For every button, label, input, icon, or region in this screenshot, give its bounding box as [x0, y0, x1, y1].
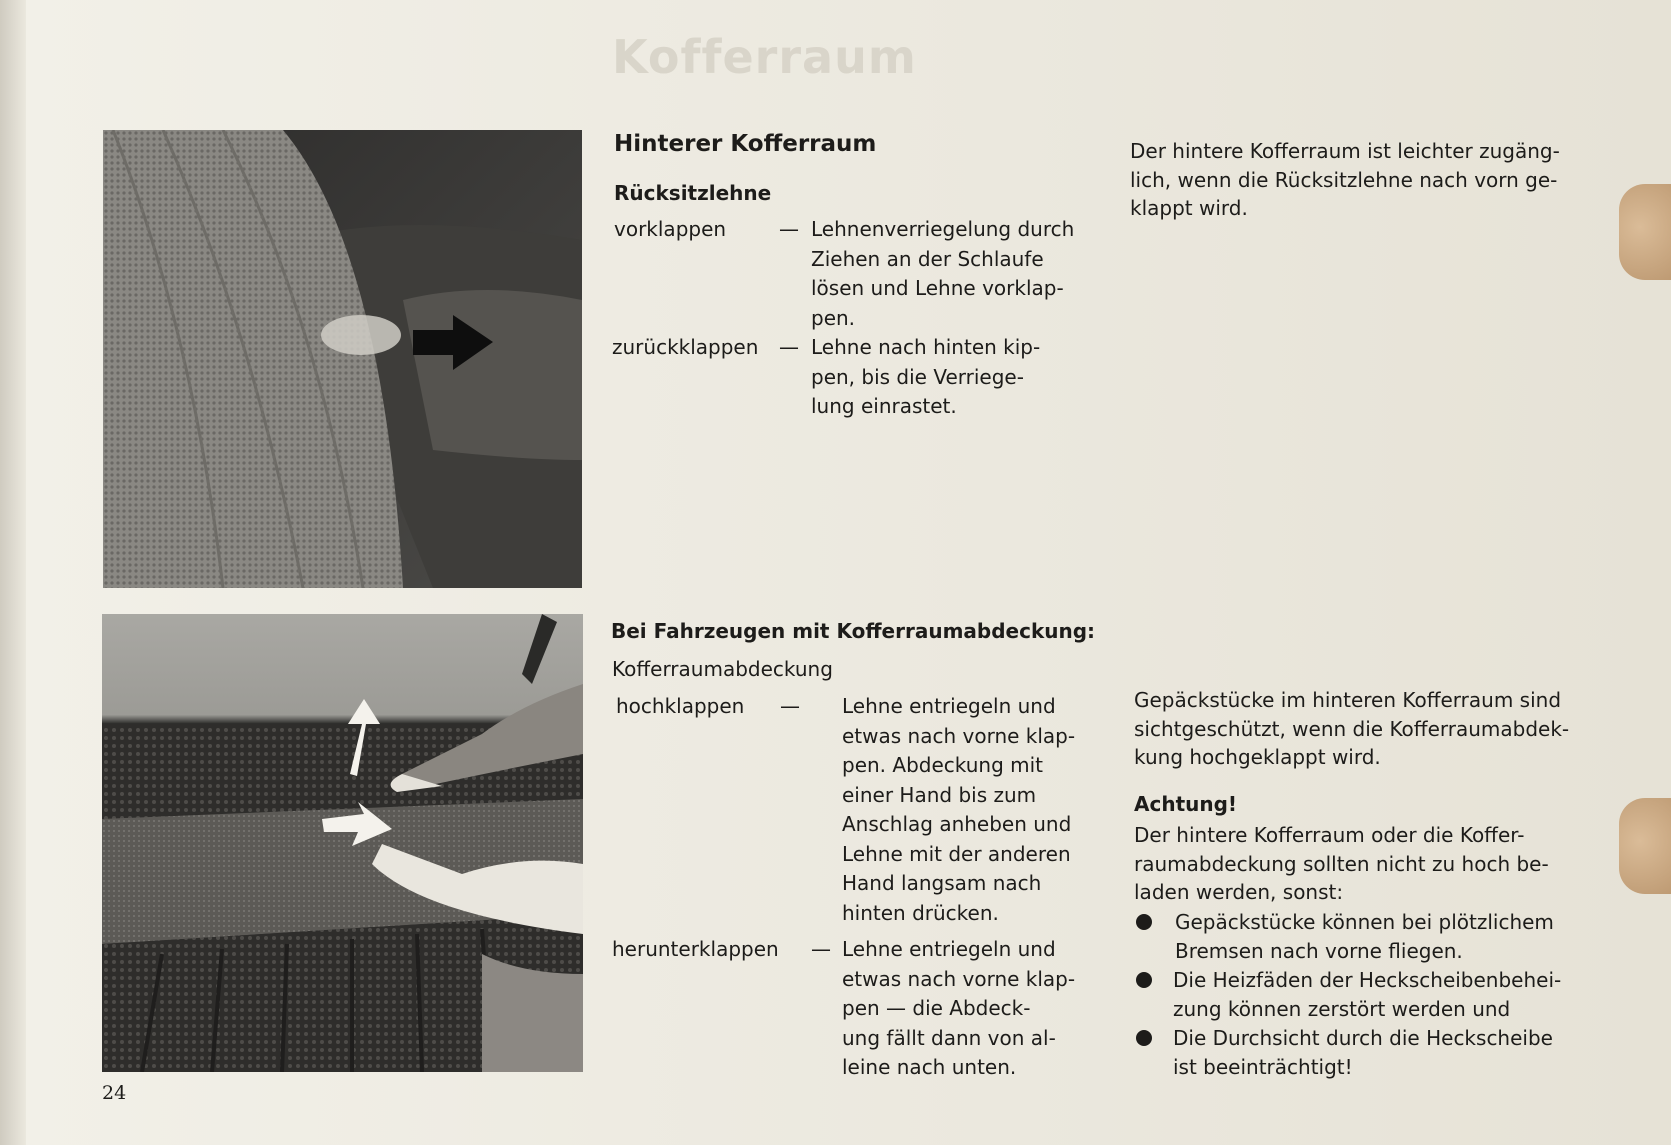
dash: — [811, 937, 831, 961]
warning-paragraph: Der hintere Kofferraum oder die Koffer- raumabdeckung sollten nicht zu hoch be- laden werden, sonst: [1134, 823, 1549, 904]
section-title-luggage-cover: Bei Fahrzeugen mit Kofferraumabdeckung: [611, 619, 1096, 643]
luggage-paragraph: Gepäckstücke im hinteren Kofferraum sind sichtgeschützt, wenn die Kofferraumabdek- kung hochgeklappt wird. [1134, 688, 1570, 769]
dash: — [779, 217, 799, 241]
intro-paragraph: Der hintere Kofferraum ist leichter zugäng- lich, wenn die Rücksitzlehne nach vorn ge- klappt wird. [1130, 139, 1560, 220]
bullet-dot [1136, 1030, 1152, 1046]
photo-rear-seat-release [103, 130, 582, 588]
bullet-dot [1136, 972, 1152, 988]
bullet-dot [1136, 914, 1152, 930]
bleed-through-heading: Kofferraum [612, 30, 917, 84]
photo-luggage-cover [102, 614, 583, 1072]
term-fold-down: herunterklappen [612, 937, 779, 961]
dash: — [779, 335, 799, 359]
bullet-item: Gepäckstücke können bei plötzlichem Bremsen nach vorne fliegen. [1175, 910, 1554, 963]
bullet-item: Die Durchsicht durch die Heckscheibe ist beeinträchtigt! [1173, 1026, 1553, 1079]
section-title-rear-trunk: Hinterer Kofferraum [614, 131, 877, 157]
dash: — [780, 694, 800, 718]
term-fold-up: hochklappen [616, 694, 745, 718]
term-fold-forward: vorklappen [614, 217, 727, 241]
term-fold-back: zurückklappen [612, 335, 759, 359]
description-fold-forward: Lehnenverriegelung durch Ziehen an der Schlaufe lösen und Lehne vorklap- pen. [811, 217, 1075, 330]
book-spine-shadow [0, 0, 26, 1145]
subsection-title-backrest: Rücksitzlehne [614, 181, 772, 205]
bullet-item: Die Heizfäden der Heckscheibenbehei- zung können zerstört werden und [1173, 968, 1562, 1021]
warning-title: Achtung! [1134, 792, 1238, 816]
subsection-title-luggage-cover: Kofferraumabdeckung [612, 657, 833, 681]
description-fold-back: Lehne nach hinten kip- pen, bis die Verriege- lung einrastet. [811, 335, 1041, 418]
page-number: 24 [102, 1082, 127, 1104]
description-fold-up: Lehne entriegeln und etwas nach vorne klap- pen. Abdeckung mit einer Hand bis zum Anschlag anheben und Lehne mit der anderen Hand langsam nach hinten drücken. [842, 694, 1076, 925]
description-fold-down: Lehne entriegeln und etwas nach vorne klap- pen — die Abdeck- ung fällt dann von al- leine nach unten. [842, 937, 1076, 1079]
page-tab-upper [1619, 184, 1671, 280]
page-tab-lower [1619, 798, 1671, 894]
